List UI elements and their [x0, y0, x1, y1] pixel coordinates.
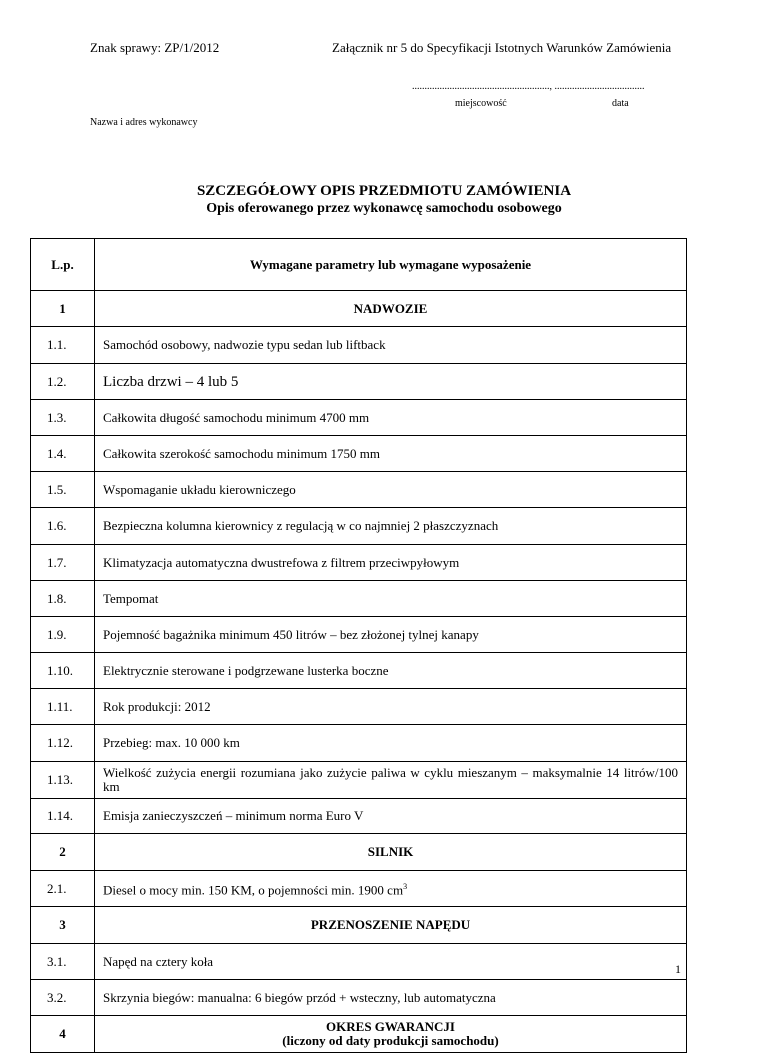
- row-text: Wspomaganie układu kierowniczego: [95, 472, 687, 508]
- row-number: 1.7.: [31, 545, 95, 581]
- row-text: Skrzynia biegów: manualna: 6 biegów przód + wsteczny, lub automatyczna: [95, 980, 687, 1016]
- section-row-engine: [31, 834, 687, 871]
- table-header-row: [31, 239, 687, 291]
- row-text: Przebieg: max. 10 000 km: [95, 725, 687, 762]
- table-row: [31, 799, 687, 834]
- table-row: [31, 944, 687, 980]
- table-row: [31, 400, 687, 436]
- section-title: SILNIK: [95, 834, 687, 871]
- row-number: 1.11.: [31, 689, 95, 725]
- table-row: [31, 762, 687, 799]
- section-row-warranty: [31, 1016, 687, 1053]
- document-subtitle: Opis oferowanego przez wykonawcę samochodu osobowego: [206, 201, 562, 216]
- specification-table: [30, 238, 687, 1053]
- row-number: 2.1.: [31, 871, 95, 907]
- table-row: [31, 617, 687, 653]
- row-text: Samochód osobowy, nadwozie typu sedan lub liftback: [95, 327, 687, 364]
- row-number: 1.5.: [31, 472, 95, 508]
- row-text: Emisja zanieczyszczeń – minimum norma Euro V: [95, 799, 687, 834]
- table-row: [31, 653, 687, 689]
- row-text: Rok produkcji: 2012: [95, 689, 687, 725]
- row-number: 1.10.: [31, 653, 95, 689]
- row-text: Klimatyzacja automatyczna dwustrefowa z filtrem przeciwpyłowym: [95, 545, 687, 581]
- section-number: 1: [31, 291, 95, 327]
- row-number: 1.2.: [31, 364, 95, 400]
- row-text: Liczba drzwi – 4 lub 5: [95, 364, 687, 400]
- date-label: data: [612, 98, 629, 109]
- document-title: SZCZEGÓŁOWY OPIS PRZEDMIOTU ZAMÓWIENIA: [196, 183, 572, 199]
- table-row: [31, 581, 687, 617]
- row-number: 1.6.: [31, 508, 95, 545]
- table-row: [31, 545, 687, 581]
- row-number: 1.1.: [31, 327, 95, 364]
- attachment-title: Załącznik nr 5 do Specyfikacji Istotnych Warunków Zamówienia: [332, 40, 672, 55]
- row-text: Pojemność bagażnika minimum 450 litrów – bez złożonej tylnej kanapy: [95, 617, 687, 653]
- section-number: 3: [31, 907, 95, 944]
- page-number: 1: [675, 962, 681, 976]
- row-number: 1.8.: [31, 581, 95, 617]
- engine-text: Diesel o mocy min. 150 KM, o pojemności min. 1900 cm: [103, 882, 404, 898]
- table-row: [31, 689, 687, 725]
- table-row: [31, 508, 687, 545]
- row-text: Całkowita szerokość samochodu minimum 1750 mm: [95, 436, 687, 472]
- place-label: miejscowość: [455, 98, 507, 109]
- warranty-title: OKRES GWARANCJI: [326, 1019, 455, 1034]
- case-reference: Znak sprawy: ZP/1/2012: [90, 40, 220, 55]
- row-number: 1.13.: [31, 762, 95, 799]
- warranty-subtitle: (liczony od daty produkcji samochodu): [282, 1033, 499, 1048]
- section-title: [95, 1016, 687, 1053]
- row-number: 3.1.: [31, 944, 95, 980]
- column-header-params: Wymagane parametry lub wymagane wyposażenie: [95, 239, 687, 291]
- section-title: PRZENOSZENIE NAPĘDU: [95, 907, 687, 944]
- row-text: Bezpieczna kolumna kierownicy z regulacją w co najmniej 2 płaszczyznach: [95, 508, 687, 545]
- row-text: Całkowita długość samochodu minimum 4700 mm: [95, 400, 687, 436]
- table-row: [31, 364, 687, 400]
- table-row: [31, 436, 687, 472]
- table-row: [31, 980, 687, 1016]
- table-row: [31, 472, 687, 508]
- row-number: 1.9.: [31, 617, 95, 653]
- table-row: [31, 327, 687, 364]
- section-row-body: [31, 291, 687, 327]
- row-text: Napęd na cztery koła: [95, 944, 687, 980]
- table-row: [31, 871, 687, 907]
- row-text: [95, 871, 687, 907]
- column-header-lp: L.p.: [31, 239, 95, 291]
- section-row-drivetrain: [31, 907, 687, 944]
- row-number: 1.4.: [31, 436, 95, 472]
- section-number: 4: [31, 1016, 95, 1053]
- row-number: 1.14.: [31, 799, 95, 834]
- section-title: NADWOZIE: [95, 291, 687, 327]
- row-number: 3.2.: [31, 980, 95, 1016]
- row-text: Tempomat: [95, 581, 687, 617]
- place-date-line: ......................................................., ....................................: [412, 81, 645, 92]
- row-text: Wielkość zużycia energii rozumiana jako zużycie paliwa w cyklu mieszanym – maksymalnie 14 litrów/100 km: [95, 762, 687, 799]
- table-row: [31, 725, 687, 762]
- row-text: Elektrycznie sterowane i podgrzewane lusterka boczne: [95, 653, 687, 689]
- superscript-unit: 3: [403, 881, 408, 891]
- contractor-label: Nazwa i adres wykonawcy: [90, 117, 198, 128]
- section-number: 2: [31, 834, 95, 871]
- row-number: 1.3.: [31, 400, 95, 436]
- row-number: 1.12.: [31, 725, 95, 762]
